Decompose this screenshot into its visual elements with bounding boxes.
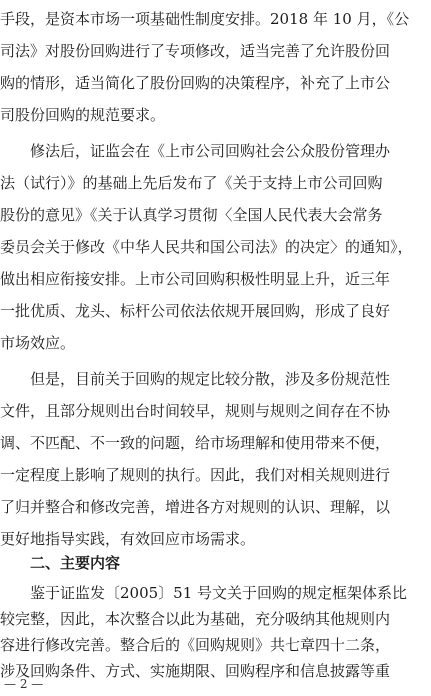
text-line: 手段，是资本市场一项基础性制度安排。2018 年 10 月，《公: [0, 10, 410, 28]
text-line: 容进行修改完善。整合后的《回购规则》共七章四十二条，: [0, 636, 391, 654]
text-line: 调、不匹配、不一致的问题，给市场理解和使用带来不便，: [0, 434, 391, 452]
text-line: 委员会关于修改《中华人民共和国公司法》的决定〉的通知》，: [0, 238, 413, 256]
text-line: 更好地指导实践，有效回应市场需求。: [0, 530, 256, 548]
text-line: 修法后，证监会在《上市公司回购社会公众股份管理办: [0, 142, 391, 160]
text-line: 司法》对股份回购进行了专项修改，适当完善了允许股份回: [0, 42, 391, 60]
text-line: 一批优质、龙头、标杆公司依法依规开展回购，形成了良好: [0, 302, 391, 320]
section-heading: 二、主要内容: [0, 554, 121, 572]
page-number: — 2 —: [4, 677, 44, 691]
text-line: 但是，目前关于回购的规定比较分散，涉及多份规范性: [0, 370, 391, 388]
text-line: 法（试行）》的基础上先后发布了《关于支持上市公司回购: [0, 174, 383, 192]
text-line: 鉴于证监发〔2005〕51 号文关于回购的规定框架体系比: [0, 584, 408, 602]
text-line: 了归并整合和修改完善，增进各方对规则的认识、理解，以: [0, 498, 391, 516]
text-line: 市场效应。: [0, 334, 76, 352]
text-line: 一定程度上影响了规则的执行。因此，我们对相关规则进行: [0, 466, 391, 484]
text-line: 司股份回购的规范要求。: [0, 106, 166, 124]
text-line: 涉及回购条件、方式、实施期限、回购程序和信息披露等重: [0, 662, 391, 680]
text-line: 文件，且部分规则出台时间较早，规则与规则之间存在不协: [0, 402, 391, 420]
text-line: 较完整，因此，本次整合以此为基础，充分吸纳其他规则内: [0, 610, 391, 628]
text-line: 做出相应衔接安排。上市公司回购积极性明显上升，近三年: [0, 270, 391, 288]
text-line: 股份的意见》《关于认真学习贯彻〈全国人民代表大会常务: [0, 206, 383, 224]
text-line: 购的情形，适当简化了股份回购的决策程序，补充了上市公: [0, 74, 391, 92]
